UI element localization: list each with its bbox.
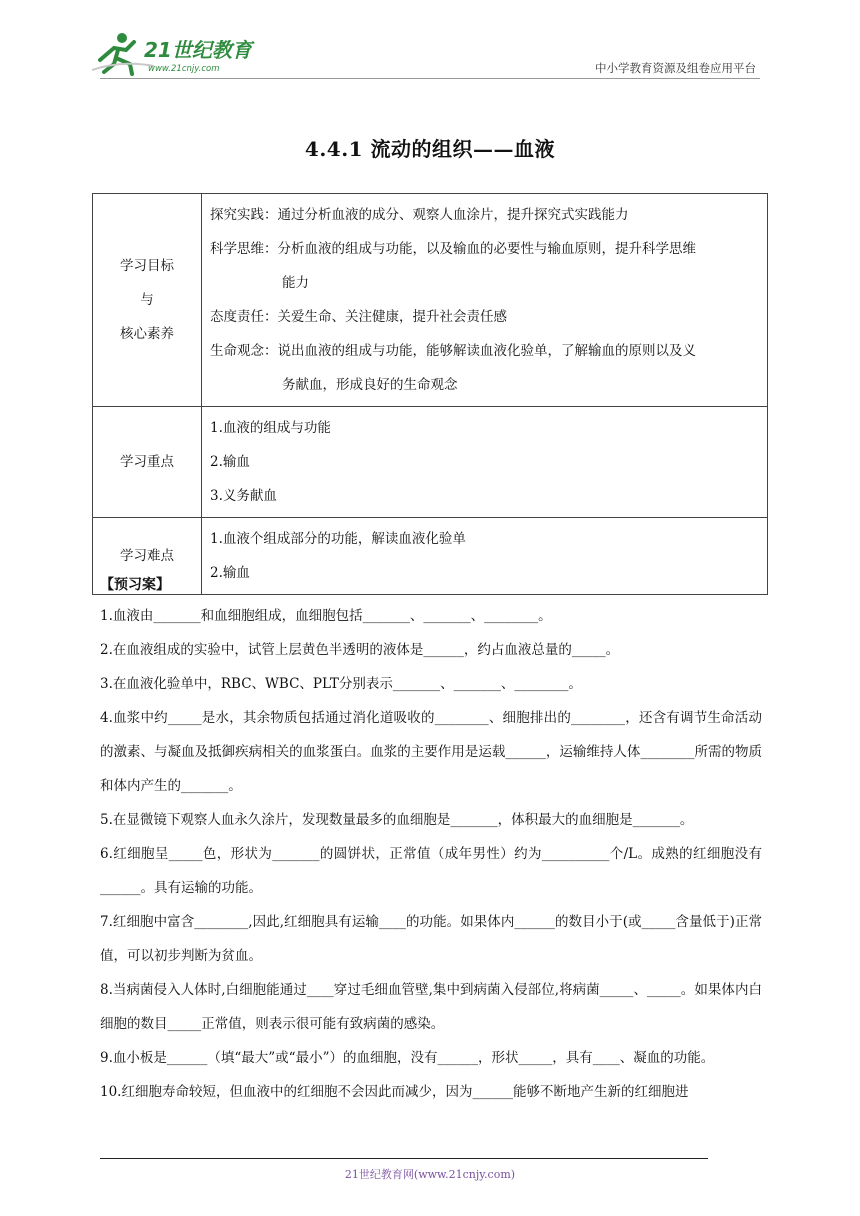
- row-header-label: 核心素养: [120, 326, 174, 342]
- row-header-label: 学习目标: [120, 258, 174, 274]
- page-header: [92, 30, 760, 78]
- question-item: 10.红细胞寿命较短，但血液中的红细胞不会因此而减少，因为______能够不断地产生新的红细胞进: [100, 1084, 689, 1100]
- section-title: 【预习案】: [100, 577, 170, 593]
- row-header-cell: [93, 407, 202, 518]
- question-item: 8.当病菌侵入人体时,白细胞能通过____穿过毛细血管壁,集中到病菌入侵部位,将病菌_____、_____。如果体内白细胞的数目_____正常值，则表示很可能有致病菌的感染。: [100, 982, 762, 1032]
- row-content-cell: [202, 194, 768, 407]
- question-item: 6.红细胞呈_____色，形状为_______的圆饼状，正常值（成年男性）约为__________个/L。成熟的红细胞没有______。具有运输的功能。: [100, 846, 762, 896]
- question-item: 9.血小板是______（填“最大”或“最小”）的血细胞，没有______，形状_____，具有____、凝血的功能。: [100, 1050, 715, 1066]
- page-title: 4.4.1 流动的组织——血液: [304, 137, 556, 161]
- header-platform-text: 中小学教育资源及组卷应用平台: [595, 61, 756, 75]
- logo-text: 21世纪教育: [144, 38, 252, 62]
- row-content-line: 生命观念：说出血液的组成与功能，能够解读血液化验单，了解输血的原则以及义: [210, 343, 696, 359]
- row-content-line: 探究实践：通过分析血液的成分、观察人血涂片，提升探究式实践能力: [210, 207, 629, 223]
- learning-goals-table: [92, 193, 768, 595]
- row-content-line: 科学思维：分析血液的组成与功能，以及输血的必要性与输血原则，提升科学思维: [210, 241, 696, 257]
- footer-divider: [100, 1158, 708, 1159]
- row-content-line: 2.输血: [210, 454, 250, 470]
- row-content-cell: [202, 518, 768, 595]
- row-header-cell: [93, 194, 202, 407]
- question-item: 7.红细胞中富含________,因此,红细胞具有运输____的功能。如果体内______的数目小于(或_____含量低于)正常值，可以初步判断为贫血。: [100, 914, 762, 964]
- logo-url: www.21cnjy.com: [148, 64, 220, 74]
- footer-link[interactable]: 21世纪教育网(www.21cnjy.com): [344, 1168, 516, 1181]
- row-content-line: 3.义务献血: [210, 488, 277, 504]
- question-item: 1.血液由_______和血细胞组成，血细胞包括_______、_______、________。: [100, 608, 552, 624]
- row-content-line: 2.输血: [210, 565, 250, 581]
- table-row: [93, 194, 768, 407]
- row-header-label: 与: [140, 292, 154, 308]
- question-item: 4.血浆中约_____是水，其余物质包括通过消化道吸收的________、细胞排出的________，还含有调节生命活动的激素、与凝血及抵御疾病相关的血浆蛋白。血浆的主要作用是运载______，运输维持人体________所需的物质和体内产生的_______。: [100, 710, 762, 794]
- row-header-label: 学习重点: [120, 454, 174, 470]
- row-content-line: 态度责任：关爱生命、关注健康，提升社会责任感: [210, 309, 507, 325]
- row-header-label: 学习难点: [120, 548, 174, 564]
- row-content-line: 1.血液的组成与功能: [210, 420, 331, 436]
- table-row: [93, 518, 768, 595]
- preview-questions: [100, 599, 762, 1109]
- site-logo[interactable]: [92, 30, 262, 76]
- runner-logo-icon: [92, 30, 262, 76]
- question-item: 5.在显微镜下观察人血永久涂片，发现数量最多的血细胞是_______，体积最大的血细胞是_______。: [100, 812, 694, 828]
- question-item: 2.在血液组成的实验中，试管上层黄色半透明的液体是______，约占血液总量的_____。: [100, 642, 620, 658]
- row-content-line: 务献血，形成良好的生命观念: [282, 377, 458, 393]
- question-item: 3.在血液化验单中，RBC、WBC、PLT分别表示_______、_______、________。: [100, 676, 582, 692]
- table-row: [93, 407, 768, 518]
- header-divider: [100, 78, 760, 79]
- row-content-line: 能力: [282, 275, 309, 291]
- row-content-line: 1.血液个组成部分的功能，解读血液化验单: [210, 531, 466, 547]
- row-content-cell: [202, 407, 768, 518]
